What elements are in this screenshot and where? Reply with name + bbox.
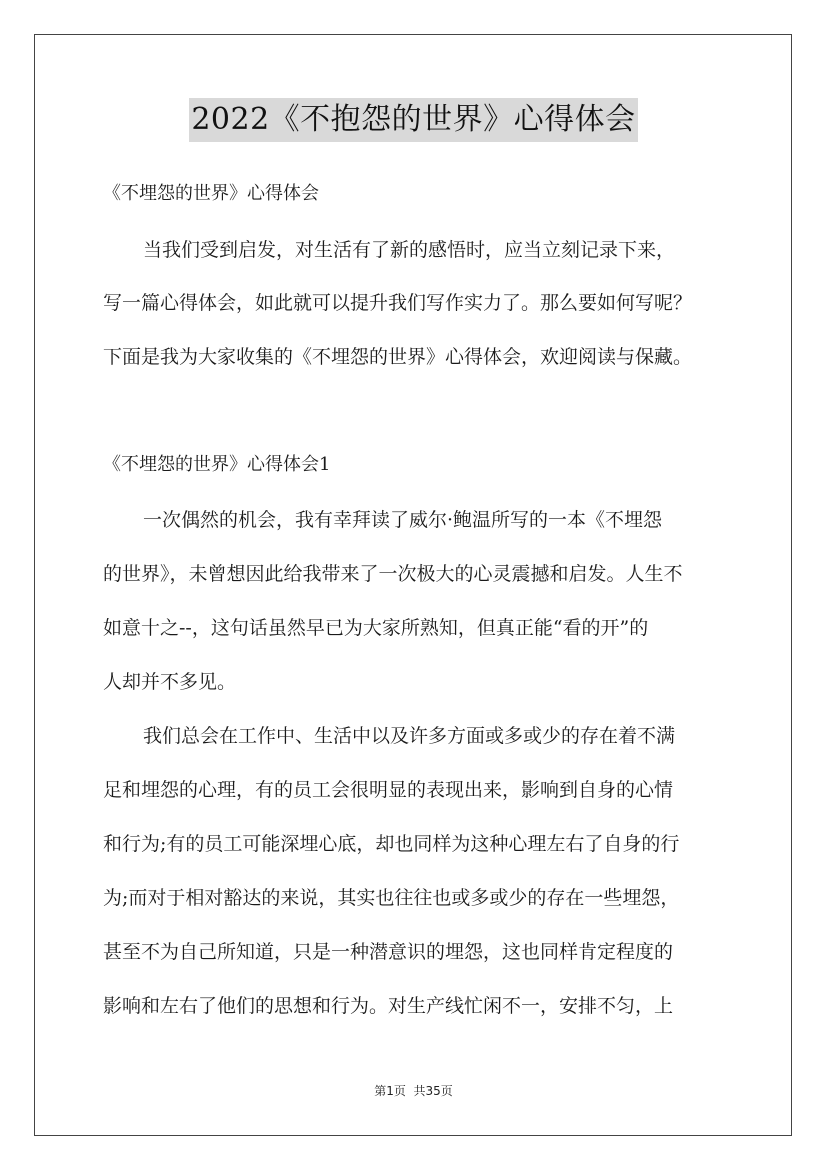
paragraph-line: 的世界》，未曾想因此给我带来了一次极大的心灵震撼和启发。人生不 — [103, 563, 683, 585]
paragraph-line: 下面是我为大家收集的《不埋怨的世界》心得体会，欢迎阅读与保藏。 — [103, 346, 693, 368]
paragraph-line: 人却并不多见。 — [103, 671, 237, 693]
paragraph-line: 如意十之--，这句话虽然早已为大家所熟知，但真正能“看的开”的 — [103, 617, 649, 639]
paragraph-line: 当我们受到启发，对生活有了新的感悟时，应当立刻记录下来， — [143, 239, 676, 261]
paragraph-line: 写一篇心得体会，如此就可以提升我们写作实力了。那么要如何写呢？ — [103, 292, 693, 314]
document-title: 2022《不抱怨的世界》心得体会 — [189, 98, 637, 142]
paragraph-line: 足和埋怨的心理，有的员工会很明显的表现出来，影响到自身的心情 — [103, 779, 674, 801]
paragraph-line: 影响和左右了他们的思想和行为。对生产线忙闲不一，安排不匀，上 — [103, 995, 674, 1017]
paragraph-line: 为;而对于相对豁达的来说，其实也往往也或多或少的存在一些埋怨， — [103, 887, 680, 909]
section-heading: 《不埋怨的世界》心得体会1 — [103, 454, 331, 475]
paragraph-line: 一次偶然的机会，我有幸拜读了威尔·鲍温所写的一本《不埋怨 — [143, 509, 663, 531]
title-container — [0, 98, 827, 142]
paragraph-line: 和行为;有的员工可能深埋心底，却也同样为这种心理左右了自身的行 — [103, 833, 680, 855]
page-footer: 第1页 共35页 — [374, 1084, 453, 1098]
paragraph-line: 我们总会在工作中、生活中以及许多方面或多或少的存在着不满 — [143, 725, 676, 747]
section-heading: 《不埋怨的世界》心得体会 — [103, 183, 319, 204]
paragraph-line: 甚至不为自己所知道，只是一种潜意识的埋怨，这也同样肯定程度的 — [103, 941, 674, 963]
